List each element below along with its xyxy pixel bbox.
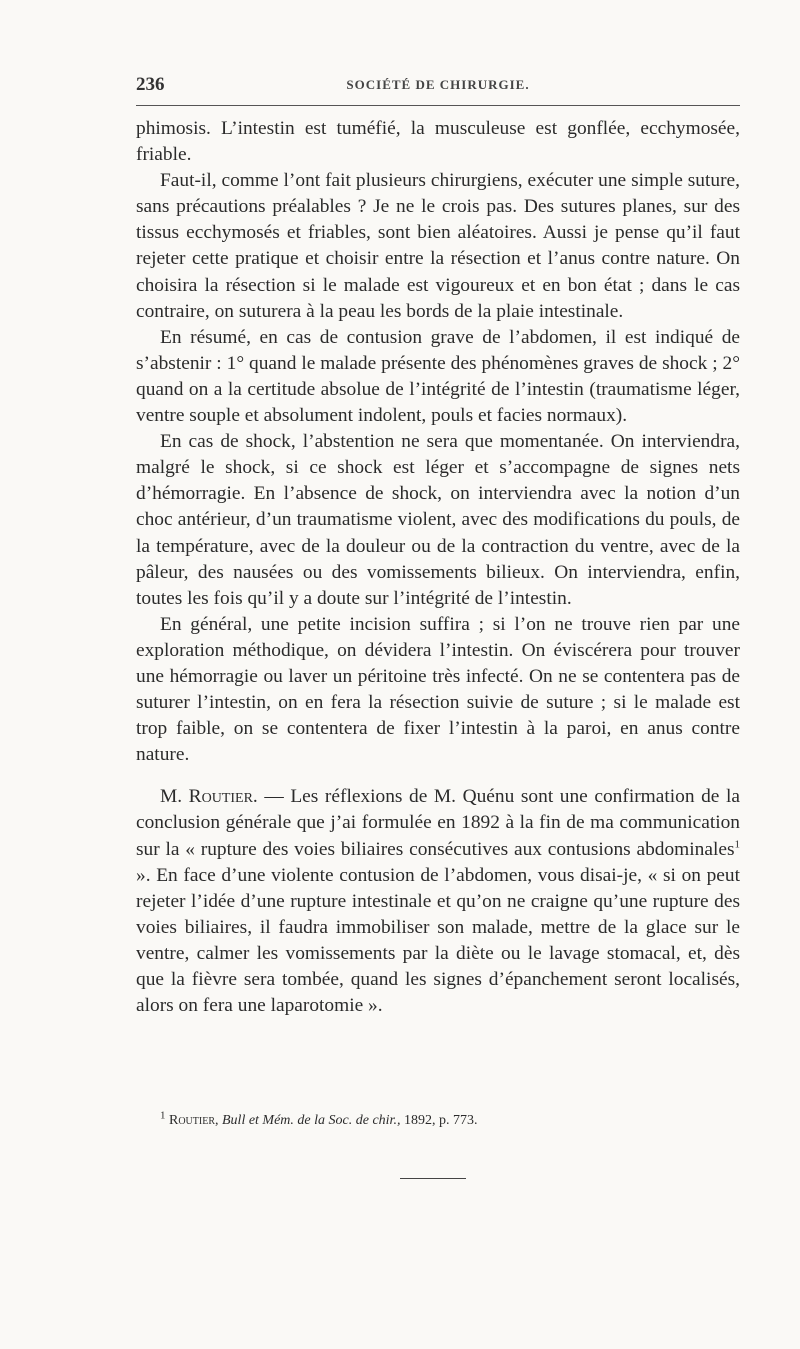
footnote-citation: 1892, p. 773.: [403, 1113, 478, 1128]
page-header: [136, 74, 740, 100]
section-gap: [136, 768, 740, 784]
body-text: [136, 116, 740, 1019]
footnote: [160, 1109, 740, 1130]
page-number: 236: [136, 74, 165, 95]
paragraph: Faut-il, comme l’ont fait plusieurs chirurgiens, exécuter une simple suture, sans précautions préalables ? Je ne le crois pas. Des sutures planes, sur des tissus ecchymosés et friables, sont bien aléatoires. Aussi je pense qu’il faut rejeter cette pratique et choisir entre la résection et l’anus contre nature. On choisira la résection si le malade est vigoureux et en bon état ; dans le cas contraire, on suturera à la peau les bords de la plaie intestinale.: [136, 170, 740, 322]
footnote-reference[interactable]: 1: [734, 838, 740, 851]
header-rule: [136, 105, 740, 106]
paragraph: En général, une petite incision suffira ; si l’on ne trouve rien par une exploration méthodique, on dévidera l’intestin. On éviscérera pour trouver une hémorragie ou laver un péritoine très infecté. On ne se contentera pas de suturer l’intestin, on en fera la résection suivie de suture ; si le malade est trop faible, on se contentera de fixer l’intestin à la paroi, en anus contre nature.: [136, 613, 740, 766]
intervention-text-part1: — Les réflexions de M. Quénu sont une confirmation de la conclusion générale que j’ai formulée en 1892 à la fin de ma communication sur la « rupture des voies biliaires consécutives aux contusions abdominales: [136, 786, 740, 860]
speaker-name: M. Routier.: [160, 786, 258, 808]
intervention-paragraph: [136, 784, 740, 1019]
paragraph: En résumé, en cas de contusion grave de l’abdomen, il est indiqué de s’abstenir : 1° quand le malade présente des phénomènes graves de shock ; 2° quand on a la certitude absolue de l’intégrité de l’intestin (traumatisme léger, ventre souple et absolument indolent, pouls et facies normaux).: [136, 326, 740, 427]
footnote-marker: 1: [160, 1109, 166, 1122]
footnote-journal: Bull et Mém. de la Soc. de chir.,: [222, 1113, 401, 1128]
footnote-author: Routier,: [169, 1113, 219, 1128]
running-title: SOCIÉTÉ DE CHIRURGIE.: [346, 77, 530, 92]
paragraph-continued: phimosis. L’intestin est tuméfié, la musculeuse est gonflée, ecchymosée, friable.: [136, 118, 740, 166]
paragraph: En cas de shock, l’abstention ne sera que momentanée. On interviendra, malgré le shock, si ce shock est léger et s’accompagne de signes nets d’hémorragie. En l’absence de shock, on interviendra avec la notion d’un choc antérieur, d’un traumatisme violent, avec des modifications du pouls, de la température, avec de la douleur ou de la contraction du ventre, avec de la pâleur, des nausées ou des vomissements bilieux. On interviendra, enfin, toutes les fois qu’il y a doute sur l’intégrité de l’intestin.: [136, 431, 740, 609]
end-rule: [400, 1178, 466, 1179]
intervention-text-part2: ». En face d’une violente contusion de l’abdomen, vous disai-je, « si on peut rejeter l’idée d’une rupture intestinale et qu’on ne craigne qu’une rupture des voies biliaires, il faudra immobiliser son malade, mettre de la glace sur le ventre, calmer les vomissements par la diète ou le lavage stomacal, et, dès que la fièvre sera tombée, quand les signes d’épanchement seront localisés, alors on fera une laparotomie ».: [136, 864, 740, 1017]
